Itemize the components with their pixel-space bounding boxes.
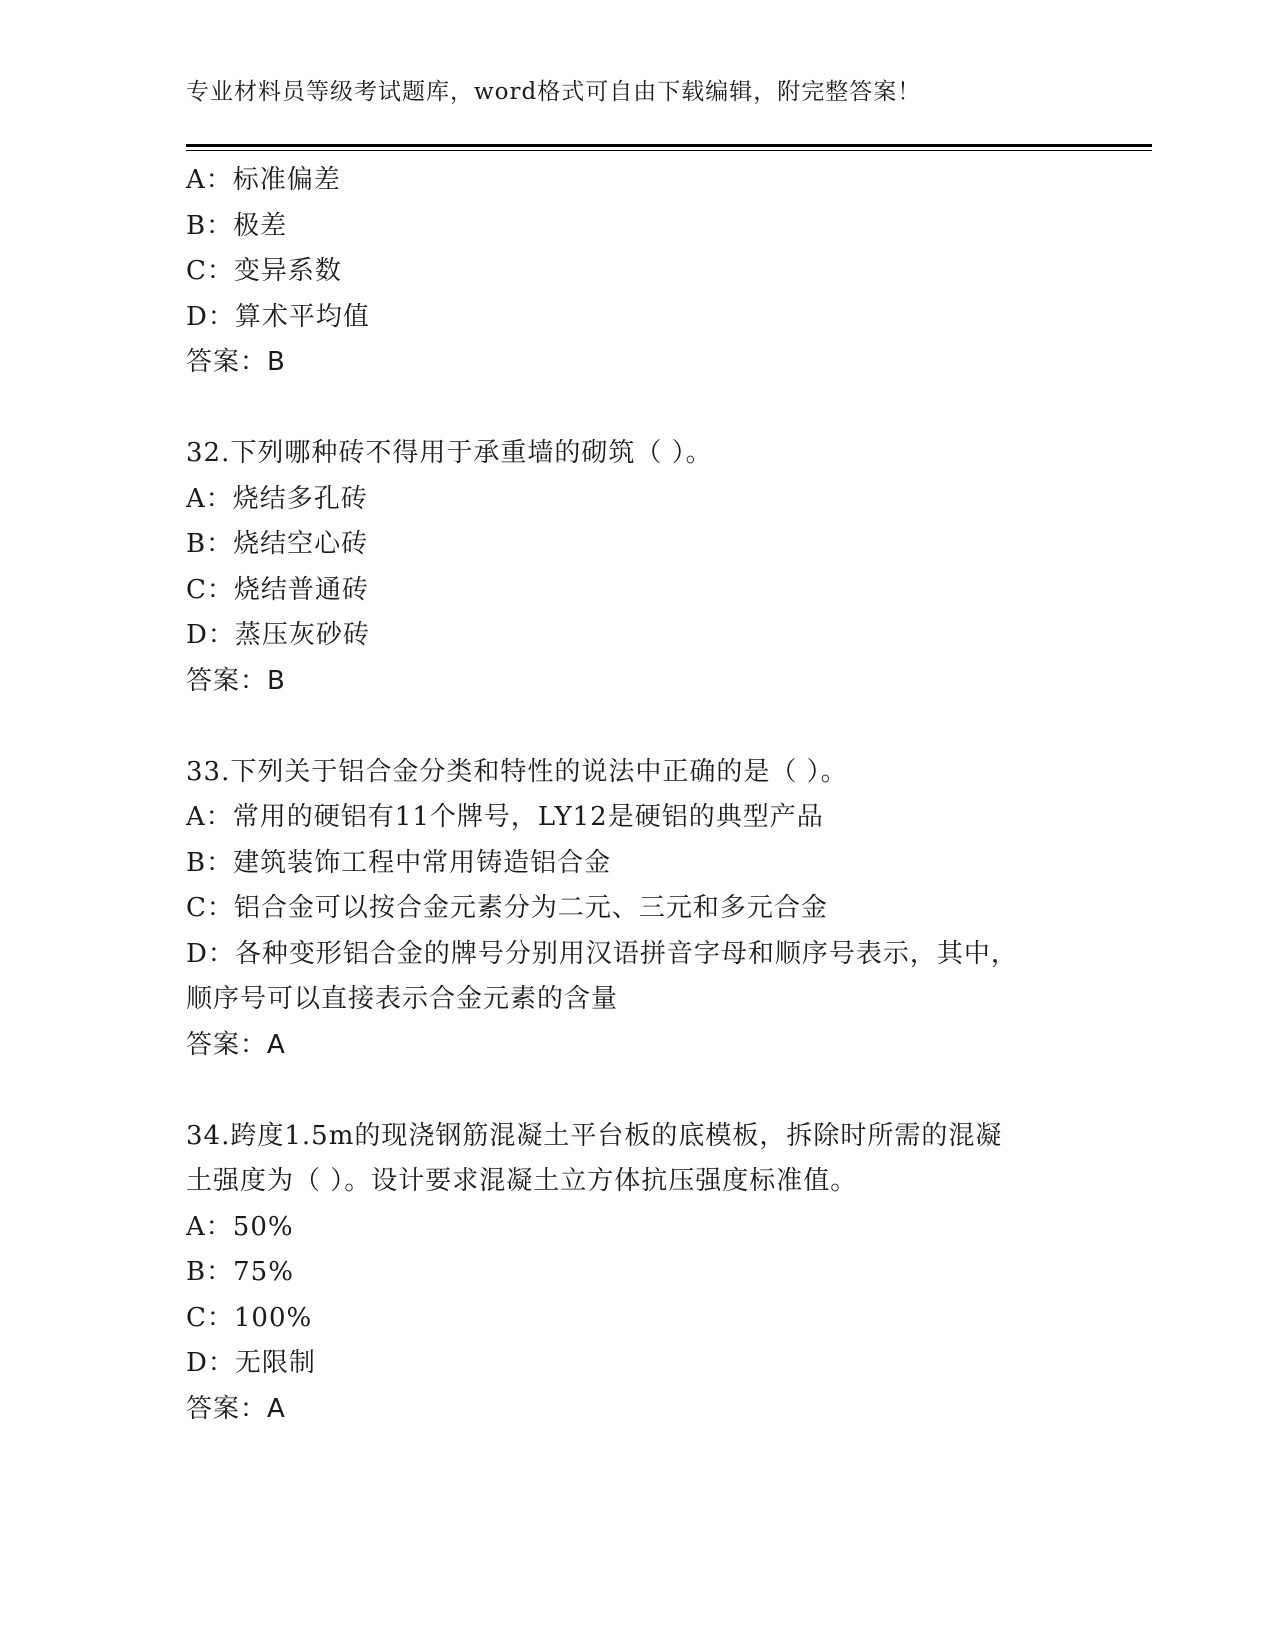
page-header: 专业材料员等级考试题库，word格式可自由下载编辑，附完整答案！ — [186, 79, 922, 105]
question-list — [186, 158, 1086, 1432]
option-c: C：烧结普通砖 — [186, 574, 369, 605]
option-c: C：铝合金可以按合金元素分为二元、三元和多元合金 — [186, 893, 828, 923]
question-33 — [186, 750, 1086, 1069]
spacer — [186, 386, 1086, 432]
answer-line: 答案：A — [186, 1393, 286, 1424]
option-b: B：75% — [186, 1257, 294, 1287]
question-32 — [186, 431, 1086, 704]
option-d: D：蒸压灰砂砖 — [186, 620, 370, 650]
option-b: B：建筑装饰工程中常用铸造铝合金 — [186, 847, 612, 878]
answer-line: 答案：A — [186, 1029, 286, 1060]
question-text: 33.下列关于铝合金分类和特性的说法中正确的是（ ）。 — [186, 756, 848, 787]
option-d-continued: 顺序号可以直接表示合金元素的含量 — [186, 984, 619, 1014]
question-text: 34.跨度1.5m的现浇钢筋混凝土平台板的底模板，拆除时所需的混凝 — [186, 1120, 1003, 1151]
option-d: D：无限制 — [186, 1348, 316, 1378]
answer-line: 答案：B — [186, 665, 286, 696]
spacer — [186, 1068, 1086, 1114]
option-d: D：算术平均值 — [186, 301, 370, 332]
header-rule-thin — [186, 150, 1152, 151]
option-b: B：极差 — [186, 210, 288, 241]
option-a: A：标准偏差 — [186, 165, 341, 195]
answer-line: 答案：B — [186, 347, 286, 377]
option-a: A：常用的硬铝有11个牌号，LY12是硬铝的典型产品 — [186, 802, 824, 832]
option-a: A：烧结多孔砖 — [186, 483, 368, 514]
option-a: A：50% — [186, 1211, 294, 1242]
option-d: D：各种变形铝合金的牌号分别用汉语拼音字母和顺序号表示，其中， — [186, 938, 1018, 969]
option-c: C：100% — [186, 1302, 313, 1333]
question-34 — [186, 1114, 1086, 1433]
question-text-continued: 土强度为（ ）。设计要求混凝土立方体抗压强度标准值。 — [186, 1166, 858, 1196]
question-31 — [186, 158, 1086, 386]
option-b: B：烧结空心砖 — [186, 529, 369, 559]
spacer — [186, 704, 1086, 750]
question-text: 32.下列哪种砖不得用于承重墙的砌筑（ ）。 — [186, 438, 713, 468]
option-c: C：变异系数 — [186, 256, 342, 286]
header-rule-thick — [186, 144, 1152, 147]
